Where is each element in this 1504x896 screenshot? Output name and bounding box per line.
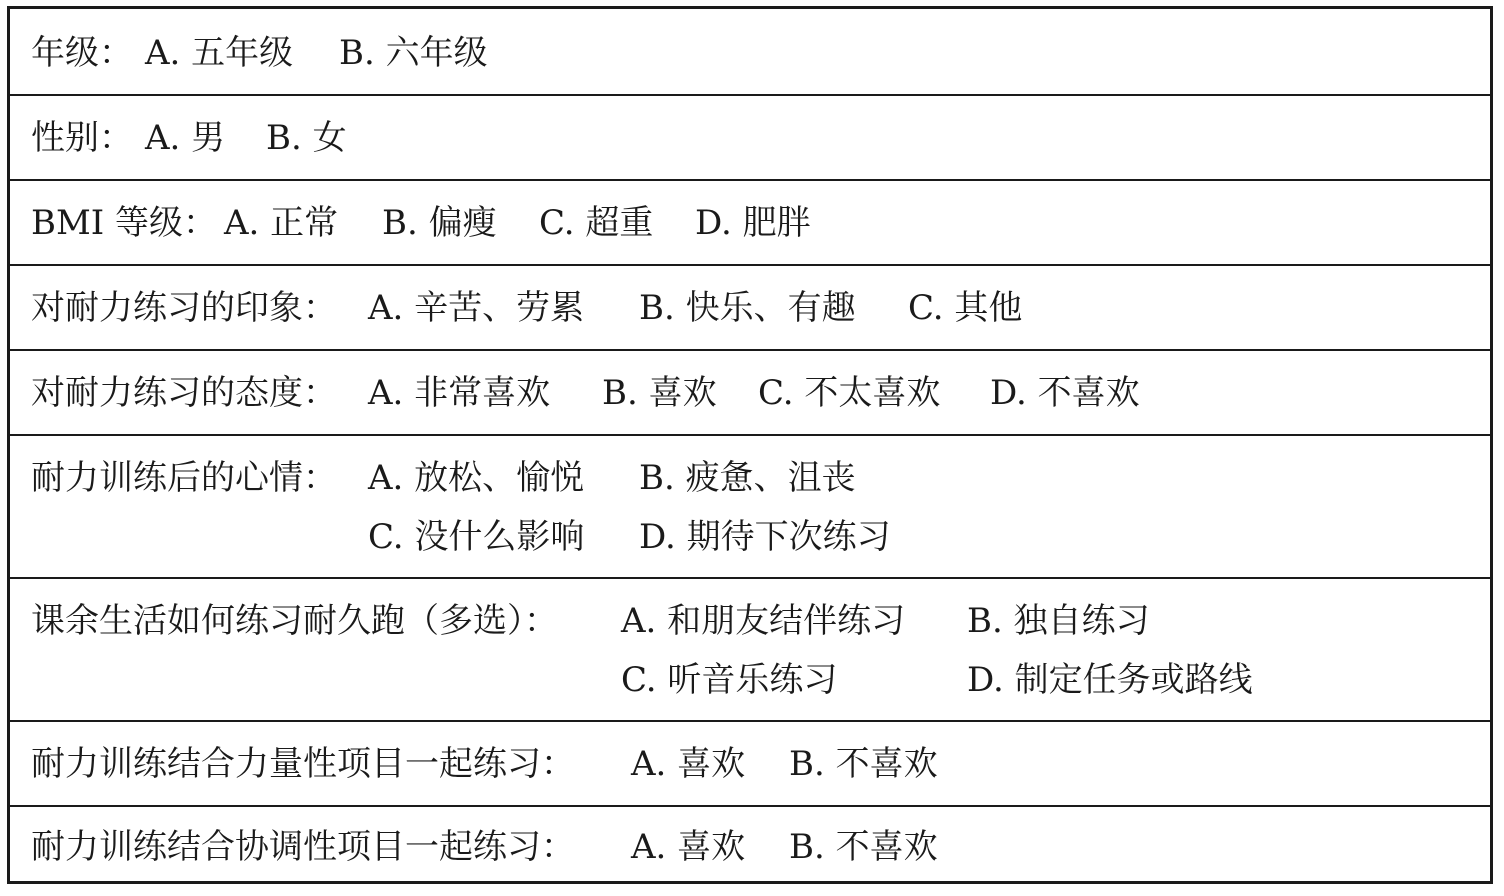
option-coordination-b: B. 不喜欢 <box>789 827 938 867</box>
option-grade-b: B. 六年级 <box>339 33 488 73</box>
row-attitude <box>10 349 1490 434</box>
question-mood: 耐力训练后的心情： <box>31 458 337 498</box>
option-practice-d: D. 制定任务或路线 <box>967 660 1253 700</box>
option-bmi-c: C. 超重 <box>539 203 654 243</box>
option-mood-a: A. 放松、愉悦 <box>368 458 585 498</box>
option-attitude-c: C. 不太喜欢 <box>758 373 941 413</box>
option-coordination-a: A. 喜欢 <box>631 827 746 867</box>
question-grade: 年级： <box>31 33 133 73</box>
option-practice-c: C. 听音乐练习 <box>621 660 838 700</box>
survey-table <box>7 6 1493 884</box>
option-attitude-d: D. 不喜欢 <box>990 373 1140 413</box>
option-bmi-d: D. 肥胖 <box>695 203 811 243</box>
row-practice-method <box>10 577 1490 720</box>
row-coordination <box>10 805 1490 881</box>
option-attitude-a: A. 非常喜欢 <box>368 373 551 413</box>
row-gender <box>10 94 1490 179</box>
row-strength <box>10 720 1490 805</box>
option-mood-c: C. 没什么影响 <box>368 517 585 557</box>
option-practice-a: A. 和朋友结伴练习 <box>621 601 906 641</box>
row-mood <box>10 434 1490 577</box>
question-gender: 性别： <box>31 118 133 158</box>
question-practice-method: 课余生活如何练习耐久跑（多选）： <box>31 601 558 641</box>
option-strength-b: B. 不喜欢 <box>789 744 938 784</box>
option-bmi-a: A. 正常 <box>224 203 339 243</box>
option-mood-d: D. 期待下次练习 <box>639 517 891 557</box>
option-grade-a: A. 五年级 <box>145 33 294 73</box>
question-bmi: BMI 等级： <box>31 203 218 243</box>
option-impression-b: B. 快乐、有趣 <box>639 288 856 328</box>
option-impression-a: A. 辛苦、劳累 <box>368 288 585 328</box>
option-gender-a: A. 男 <box>145 118 226 158</box>
option-practice-b: B. 独自练习 <box>967 601 1150 641</box>
option-strength-a: A. 喜欢 <box>631 744 746 784</box>
question-coordination: 耐力训练结合协调性项目一起练习： <box>31 827 575 867</box>
option-impression-c: C. 其他 <box>908 288 1023 328</box>
question-attitude: 对耐力练习的态度： <box>31 373 337 413</box>
question-strength: 耐力训练结合力量性项目一起练习： <box>31 744 575 784</box>
option-gender-b: B. 女 <box>266 118 347 158</box>
question-impression: 对耐力练习的印象： <box>31 288 337 328</box>
row-bmi <box>10 179 1490 264</box>
row-impression <box>10 264 1490 349</box>
row-grade <box>10 9 1490 94</box>
option-mood-b: B. 疲惫、沮丧 <box>639 458 856 498</box>
option-attitude-b: B. 喜欢 <box>602 373 717 413</box>
option-bmi-b: B. 偏瘦 <box>382 203 497 243</box>
